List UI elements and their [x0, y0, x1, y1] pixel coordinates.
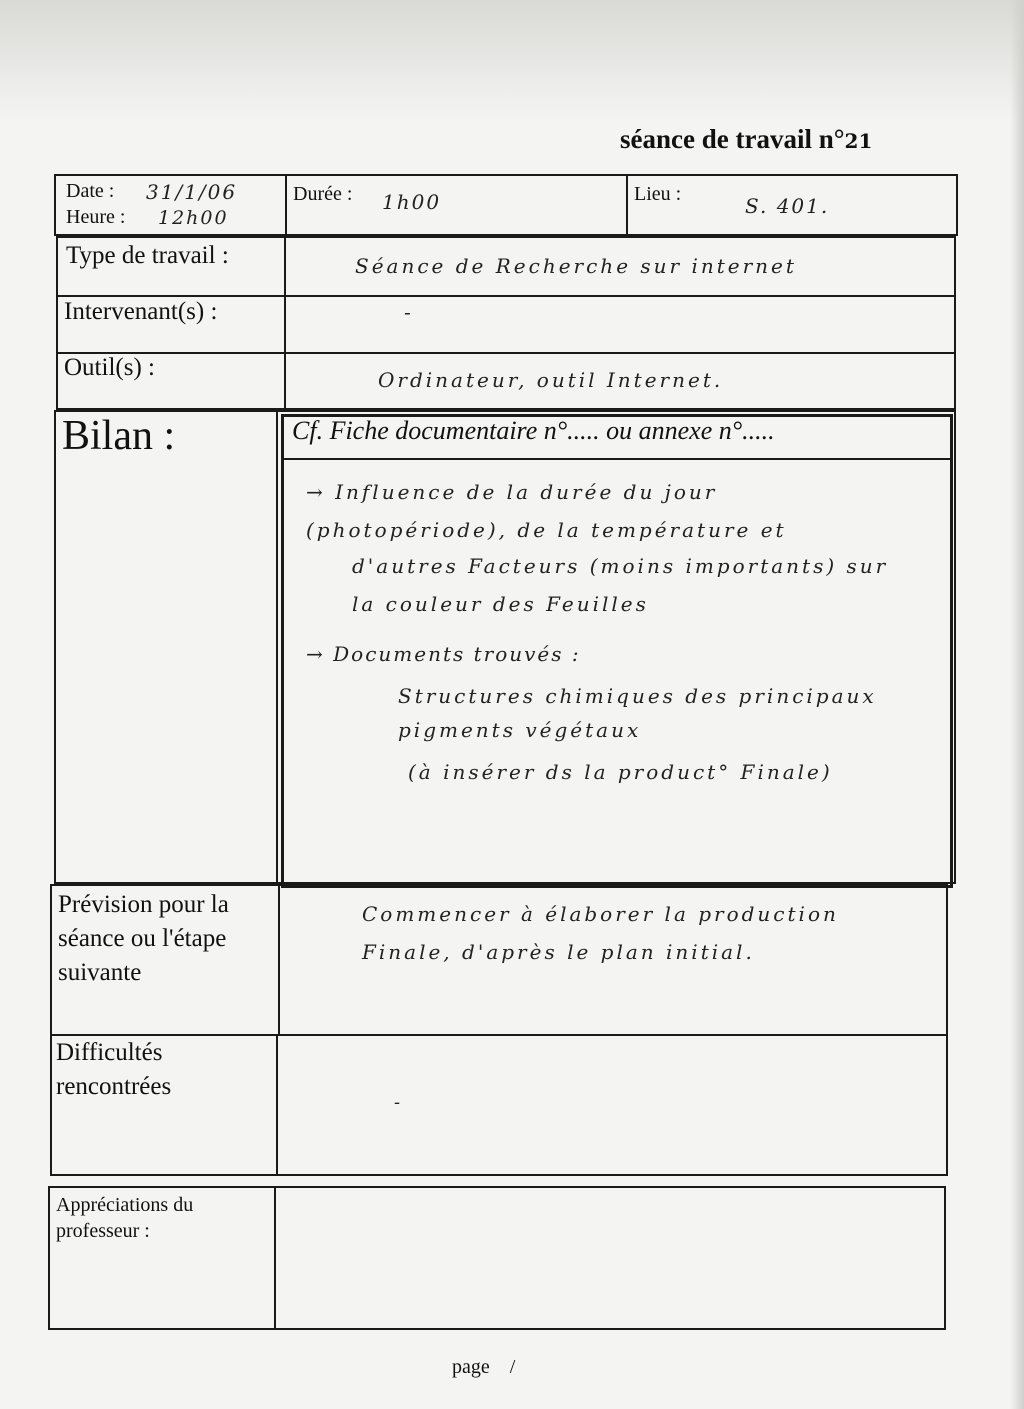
- divider: [284, 236, 286, 410]
- summary-line: (photopériode), de la température et: [306, 518, 787, 542]
- participants-value: -: [404, 300, 413, 324]
- teacher-label-line: Appréciations du: [56, 1194, 194, 1216]
- difficulties-label-line: Difficultés: [56, 1039, 163, 1066]
- difficulties-value: -: [394, 1092, 403, 1113]
- work-type-value: Séance de Recherche sur internet: [355, 254, 797, 278]
- duration-label: Durée :: [293, 183, 353, 205]
- participants-label: Intervenant(s) :: [64, 298, 218, 325]
- divider: [285, 174, 287, 236]
- divider: [276, 1034, 278, 1176]
- summary-line: Structures chimiques des principaux: [398, 684, 877, 708]
- difficulties-label-line: rencontrées: [56, 1073, 172, 1100]
- place-value: S. 401.: [745, 194, 830, 218]
- row-divider: [56, 352, 956, 354]
- divider: [276, 410, 278, 884]
- teacher-label: [56, 1192, 193, 1244]
- summary-line: pigments végétaux: [398, 718, 642, 742]
- place-label: Lieu :: [634, 183, 682, 205]
- summary-header-divider: [284, 458, 952, 460]
- forecast-label-line: séance ou l'étape: [58, 925, 227, 952]
- divider: [274, 1186, 276, 1330]
- summary-line: → Documents trouvés :: [306, 642, 581, 666]
- summary-line: → Influence de la durée du jour: [306, 480, 718, 504]
- summary-line: d'autres Facteurs (moins importants) sur: [352, 554, 889, 578]
- difficulties-frame: [50, 1034, 948, 1176]
- work-type-label: Type de travail :: [66, 242, 229, 269]
- time-value: 12h00: [158, 207, 229, 229]
- date-value: 31/1/06: [146, 180, 238, 204]
- forecast-value-line: Finale, d'après le plan initial.: [362, 940, 755, 964]
- scan-shadow-top: [0, 0, 1024, 120]
- date-label: Date :: [66, 180, 115, 202]
- time-label: Heure :: [66, 206, 126, 228]
- duration-value: 1h00: [382, 190, 442, 214]
- teacher-label-line: professeur :: [56, 1220, 150, 1242]
- difficulties-label: [56, 1036, 171, 1104]
- row-divider: [56, 295, 956, 297]
- forecast-label-line: Prévision pour la: [58, 891, 229, 918]
- summary-line: (à insérer ds la product° Finale): [408, 760, 833, 784]
- scan-edge-right: [1010, 0, 1024, 1409]
- forecast-label-line: suivante: [58, 959, 142, 986]
- tools-label: Outil(s) :: [64, 354, 155, 381]
- page-number-footer: page /: [452, 1356, 516, 1378]
- divider: [278, 884, 280, 1036]
- title-text: séance de travail n°: [620, 124, 845, 154]
- divider: [626, 174, 628, 236]
- page-title: [620, 124, 872, 155]
- tools-value: Ordinateur, outil Internet.: [378, 368, 724, 392]
- forecast-label: [58, 888, 229, 990]
- session-number: 21: [844, 129, 873, 153]
- forecast-value-line: Commencer à élaborer la production: [362, 902, 839, 926]
- summary-reference: Cf. Fiche documentaire n°..... ou annexe n°.....: [292, 416, 775, 445]
- summary-label: Bilan :: [62, 413, 176, 459]
- summary-line: la couleur des Feuilles: [352, 592, 649, 616]
